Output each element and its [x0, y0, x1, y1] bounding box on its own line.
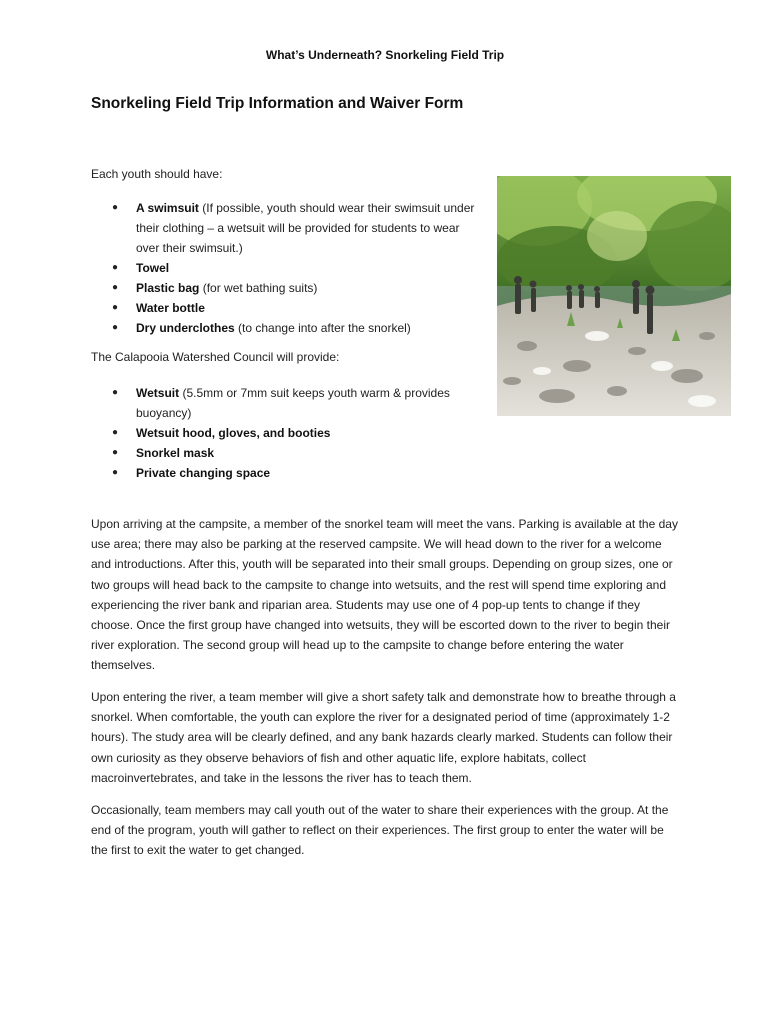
running-header: What’s Underneath? Snorkeling Field Trip: [265, 48, 505, 62]
youth-checklist-item-note: (If possible, youth should wear their swimsuit under their clothing – a wetsuit will be provided for students to wear over their swimsuit.): [136, 201, 475, 255]
council-checklist-item-note: (5.5mm or 7mm suit keeps youth warm & provides buoyancy): [136, 386, 450, 420]
council-checklist-item: [112, 463, 482, 483]
council-checklist-item-label: Private changing space: [136, 466, 271, 480]
bullet-icon: ●: [112, 322, 119, 333]
body-paragraph-arrival: Upon arriving at the campsite, a member of the snorkel team will meet the vans. Parking is available at the day use area; there may also be parking at the reserved campsite. We will head down to the river for a welcome and introductions. After this, youth will be separated into their small groups. Depending on group sizes, one or two groups will head back to the campsite to change into wetsuits, and the rest will spend time exploring and experiencing the river bank and riparian area. Students may use one of 4 pop-up tents to change if they choose. Once the first group have changed into wetsuits, they will be escorted down to the river to begin their river exploration. The second group will head up to the campsite to change before entering the water themselves.: [91, 517, 678, 673]
youth-checklist-item-label: Water bottle: [136, 301, 205, 315]
youth-list-intro: Each youth should have:: [91, 167, 223, 181]
bullet-icon: ●: [112, 427, 119, 438]
bullet-icon: ●: [112, 387, 119, 398]
form-title: Snorkeling Field Trip Information and Waiver Form: [91, 95, 464, 112]
youth-checklist-item-label: Plastic bag: [136, 281, 200, 295]
youth-checklist-item: [112, 278, 482, 298]
youth-checklist-item: [112, 318, 482, 338]
youth-checklist-item-note: (to change into after the snorkel): [234, 321, 411, 335]
bullet-icon: ●: [112, 467, 119, 478]
bullet-icon: ●: [112, 262, 119, 273]
bullet-icon: ●: [112, 302, 119, 313]
bullet-icon: ●: [112, 282, 119, 293]
youth-checklist-item: [112, 258, 482, 278]
youth-checklist: [112, 198, 482, 338]
youth-checklist-item-note: (for wet bathing suits): [199, 281, 318, 295]
council-checklist-item: [112, 443, 482, 463]
council-checklist: [112, 383, 482, 483]
bullet-icon: ●: [112, 202, 119, 213]
council-checklist-item-label: Wetsuit hood, gloves, and booties: [136, 426, 331, 440]
council-list-intro: The Calapooia Watershed Council will provide:: [91, 350, 340, 364]
river-field-trip-photo: [497, 176, 731, 416]
body-paragraph-river-entry: Upon entering the river, a team member will give a short safety talk and demonstrate how to breathe through a snorkel. When comfortable, the youth can explore the river for a designated period of time (approximately 1-2 hours). The study area will be clearly defined, and any bank hazards clearly marked. Students can follow their own curiosity as they observe behaviors of fish and other aquatic life, explore habitats, collect macroinvertebrates, and take in the lessons the river has to teach them.: [91, 690, 676, 785]
youth-checklist-item-label: Dry underclothes: [136, 321, 235, 335]
council-checklist-item: [112, 423, 482, 443]
youth-checklist-item-label: A swimsuit: [136, 201, 199, 215]
body-paragraph-closing: Occasionally, team members may call youth out of the water to share their experiences with the group. At the end of the program, youth will gather to reflect on their experiences. The first group to enter the water will be the first to exit the water to get changed.: [91, 803, 669, 858]
council-checklist-item: [112, 383, 482, 423]
bullet-icon: ●: [112, 447, 119, 458]
council-checklist-item-label: Wetsuit: [136, 386, 180, 400]
river-photo-illustration: [497, 176, 731, 416]
youth-checklist-item-label: Towel: [136, 261, 170, 275]
council-checklist-item-label: Snorkel mask: [136, 446, 215, 460]
youth-checklist-item: [112, 298, 482, 318]
youth-checklist-item: [112, 198, 482, 258]
